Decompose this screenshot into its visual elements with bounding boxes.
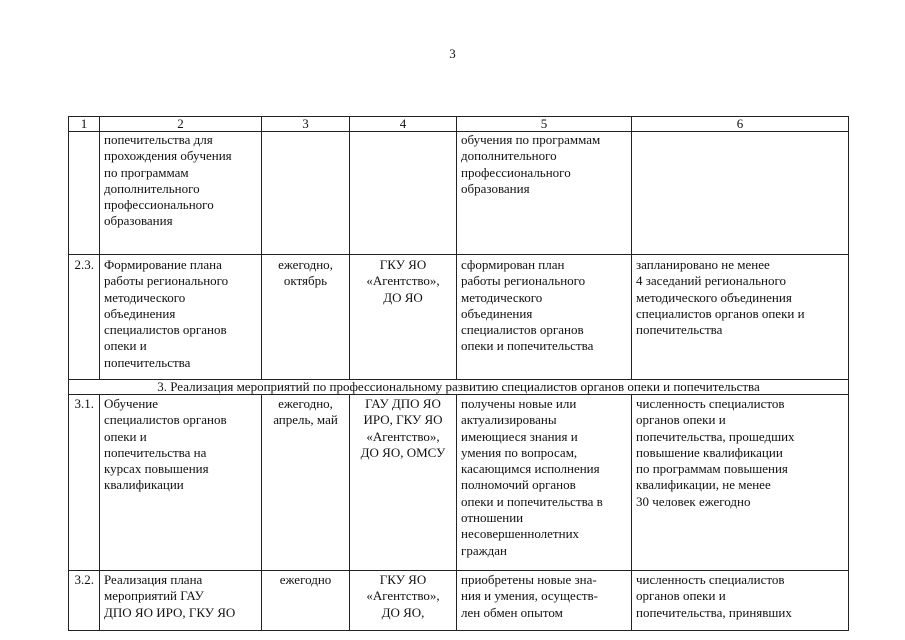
cell-executor: ГКУ ЯО «Агентство», ДО ЯО bbox=[350, 255, 457, 380]
table-row-3-2 bbox=[69, 571, 849, 631]
cell-deadline: ежегодно, апрель, май bbox=[262, 395, 350, 571]
section-3-row bbox=[69, 380, 849, 395]
column-header: 6 bbox=[632, 117, 849, 132]
column-header: 1 bbox=[69, 117, 100, 132]
table-header-row bbox=[69, 117, 849, 132]
column-header: 2 bbox=[100, 117, 262, 132]
cell-num: 2.3. bbox=[69, 255, 100, 380]
cell-result: сформирован план работы регионального методического объединения специалистов органов опеки и попечительства bbox=[457, 255, 632, 380]
cell-num: 3.1. bbox=[69, 395, 100, 571]
page-number: 3 bbox=[449, 46, 456, 61]
cell-result: получены новые или актуализированы имеющиеся знания и умения по вопросам, касающимся исполнения полномочий органов опеки и попечительства в отношении несовершеннолетних граждан bbox=[457, 395, 632, 571]
cell-indicator bbox=[632, 132, 849, 255]
cell-executor bbox=[350, 132, 457, 255]
column-header: 3 bbox=[262, 117, 350, 132]
table-row-continuation bbox=[69, 132, 849, 255]
cell-num bbox=[69, 132, 100, 255]
cell-result: обучения по программам дополнительного профессионального образования bbox=[457, 132, 632, 255]
cell-num: 3.2. bbox=[69, 571, 100, 631]
cell-indicator: численность специалистов органов опеки и попечительства, прошедших повышение квалификации по программам повышения квалификации, не менее 30 человек ежегодно bbox=[632, 395, 849, 571]
cell-executor: ГАУ ДПО ЯО ИРО, ГКУ ЯО «Агентство», ДО ЯО, ОМСУ bbox=[350, 395, 457, 571]
cell-deadline: ежегодно bbox=[262, 571, 350, 631]
column-header: 4 bbox=[350, 117, 457, 132]
cell-activity: Обучение специалистов органов опеки и попечительства на курсах повышения квалификации bbox=[100, 395, 262, 571]
section-title: 3. Реализация мероприятий по профессиональному развитию специалистов органов опеки и попечительства bbox=[69, 380, 849, 395]
activity-plan-table bbox=[68, 116, 849, 631]
column-header: 5 bbox=[457, 117, 632, 132]
cell-indicator: запланировано не менее 4 заседаний регионального методического объединения специалистов органов опеки и попечительства bbox=[632, 255, 849, 380]
table-row-3-1 bbox=[69, 395, 849, 571]
cell-deadline bbox=[262, 132, 350, 255]
cell-activity: Реализация плана мероприятий ГАУ ДПО ЯО ИРО, ГКУ ЯО bbox=[100, 571, 262, 631]
cell-result: приобретены новые зна- ния и умения, осуществ- лен обмен опытом bbox=[457, 571, 632, 631]
cell-activity: Формирование плана работы регионального методического объединения специалистов органов опеки и попечительства bbox=[100, 255, 262, 380]
cell-activity: попечительства для прохождения обучения по программам дополнительного профессионального образования bbox=[100, 132, 262, 255]
cell-indicator: численность специалистов органов опеки и попечительства, принявших bbox=[632, 571, 849, 631]
table-row-2-3 bbox=[69, 255, 849, 380]
cell-deadline: ежегодно, октябрь bbox=[262, 255, 350, 380]
cell-executor: ГКУ ЯО «Агентство», ДО ЯО, bbox=[350, 571, 457, 631]
